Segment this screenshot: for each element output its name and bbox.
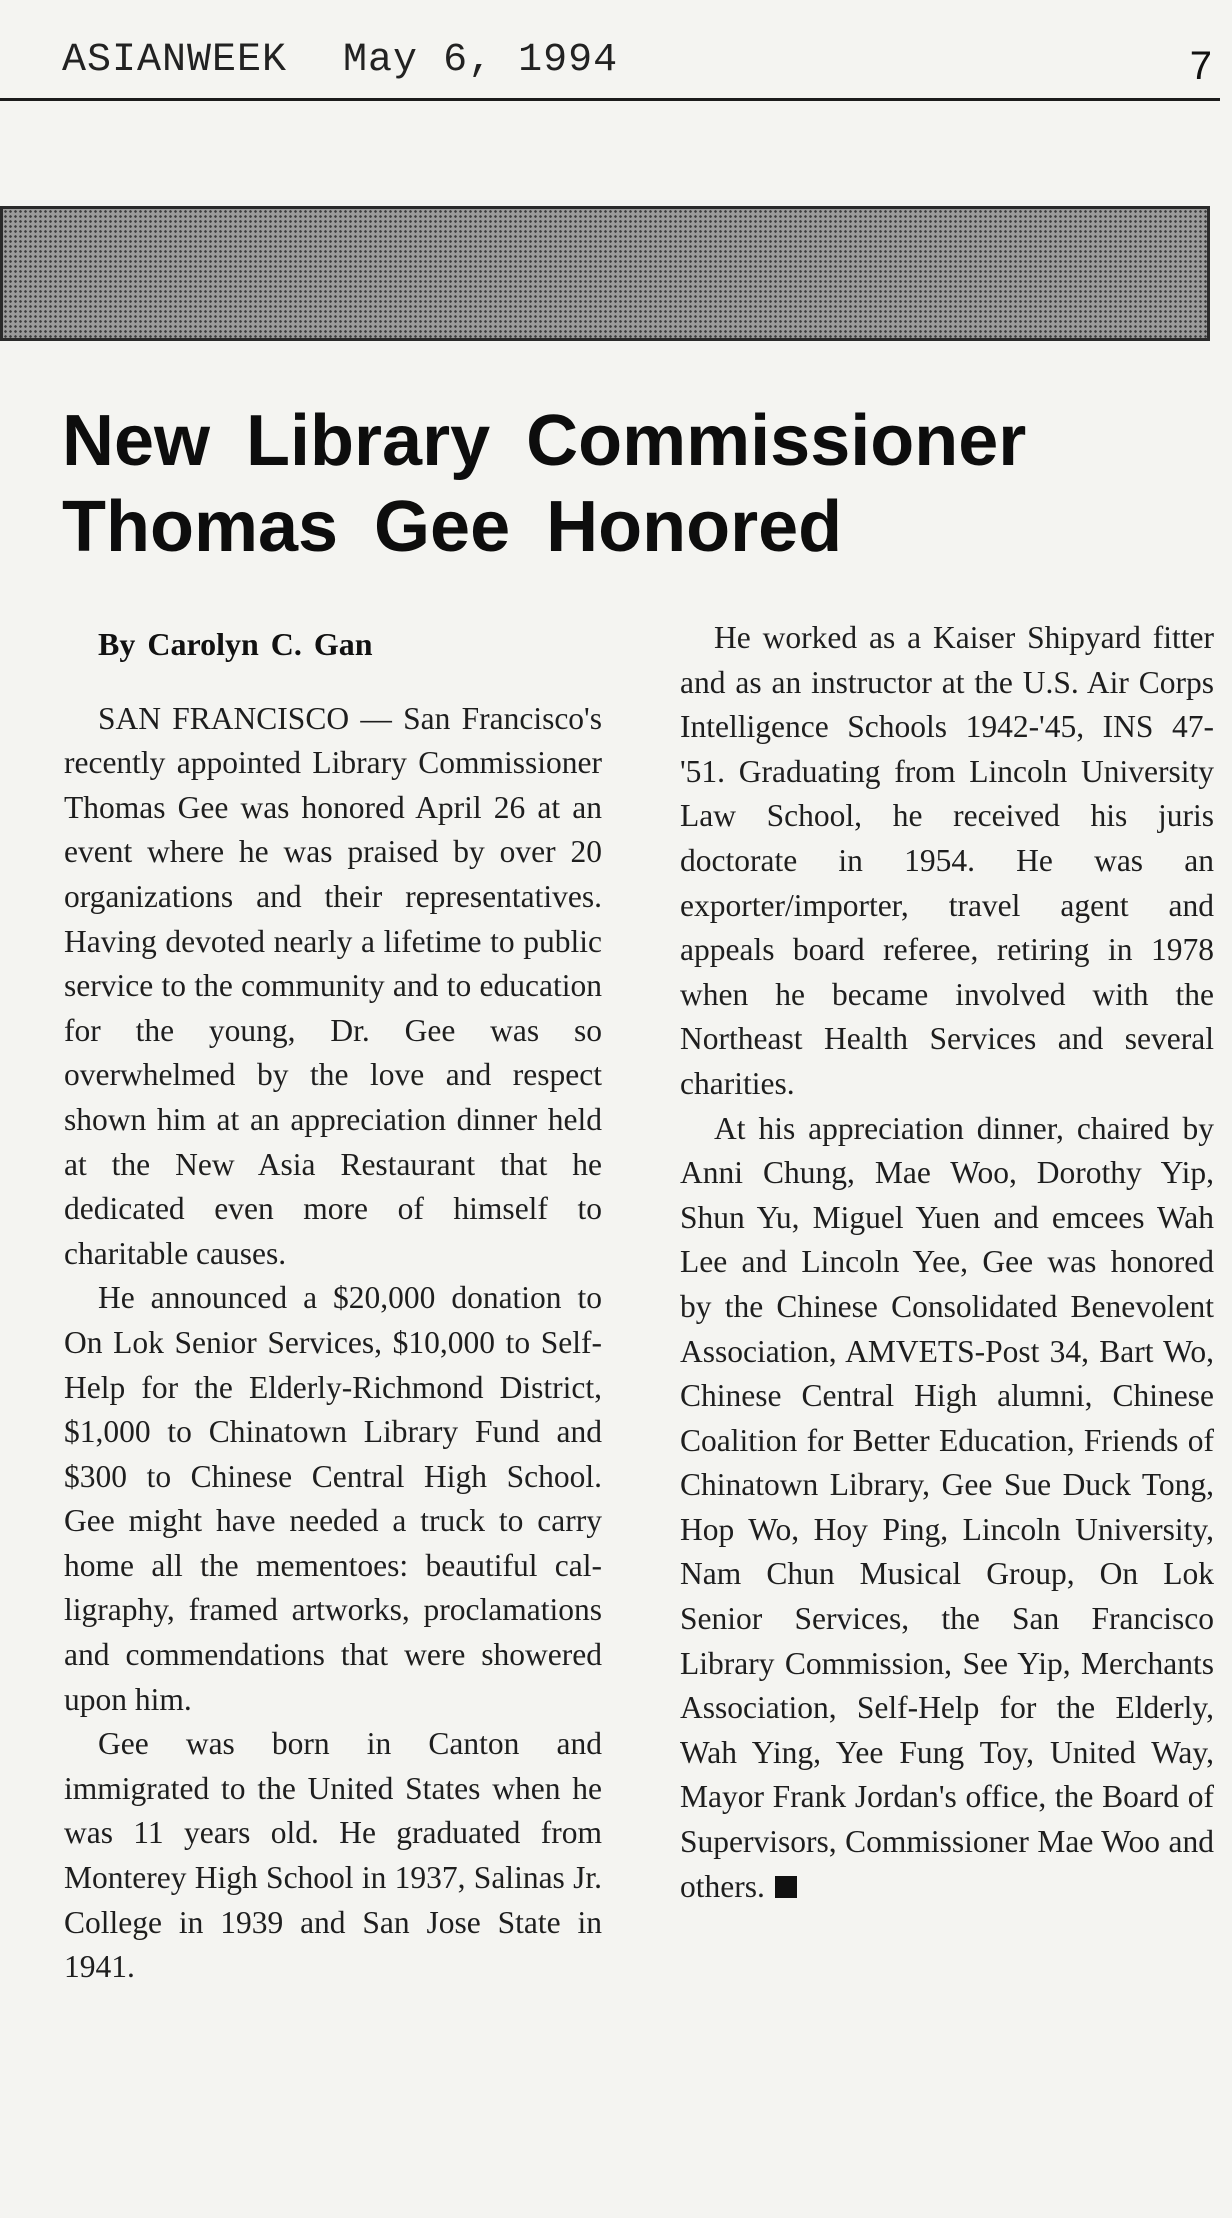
paragraph-3: Gee was born in Canton and immigrated to the United States when he was 11 years old. He graduated from Monterey High School in 1937, Salinas Jr. College in 1939 and San Jose State in 1941.	[64, 1726, 602, 1985]
masthead	[62, 38, 618, 83]
paragraph-1: SAN FRANCISCO — San Francisco's recently appointed Library Commissioner Thomas Gee was honored April 26 at an event where he was praised by over 20 organizations and their representatives. Having devoted nearly a lifetime to public service to the community and to education for the young, Dr. Gee was so overwhelmed by the love and respect shown him at an appreciation dinner held at the New Asia Restaurant that he dedicated even more of himself to charitable causes.	[64, 700, 602, 1271]
paragraph-5	[680, 1107, 1214, 1910]
paragraph-5-text: At his appreciation dinner, chaired by Anni Chung, Mae Woo, Dorothy Yip, Shun Yu, Miguel Yuen and emcees Wah Lee and Lincoln Yee, Gee was honored by the Chinese Consolidated Benevolent Association, AMVETS-Post 34, Bart Wo, Chinese Central High alumni, Chinese Coalition for Better Education, Friends of Chinatown Library, Gee Sue Duck Tong, Hop Wo, Hoy Ping, Lincoln University, Nam Chun Musical Group, On Lok Senior Services, the San Francisco Library Commission, See Yip, Merchants Association, Self-Help for the Elderly, Wah Ying, Yee Fung Toy, United Way, Mayor Frank Jordan's office, the Board of Supervisors, Commissioner Mae Woo and others.	[680, 1110, 1214, 1904]
article-headline	[62, 398, 1202, 570]
article-column-left	[64, 616, 602, 1990]
page-number: 7	[1189, 44, 1212, 88]
headline-line-1: New Library Commissioner	[62, 401, 1027, 481]
paragraph-4: He worked as a Kaiser Shipyard fitter and as an instructor at the U.S. Air Corps Intelligence Schools 1942-'45, INS 47-'51. Graduating from Lincoln University Law School, he received his juris doctorate in 1954. He was an exporter/importer, travel agent and appeals board referee, retiring in 1978 when he became involved with the Northeast Health Services and several charities.	[680, 620, 1214, 1101]
headline-line-2: Thomas Gee Honored	[62, 487, 843, 567]
halftone-banner	[0, 206, 1210, 341]
issue-date: May 6, 1994	[343, 38, 619, 83]
byline: By Carolyn C. Gan	[98, 626, 373, 662]
header-rule	[0, 98, 1220, 101]
publication-name: ASIANWEEK	[62, 38, 288, 83]
paragraph-2: He announced a $20,000 donation to On Lok Senior Services, $10,000 to Self-Help for the Elderly-Richmond District, $1,000 to Chinatown Library Fund and $300 to Chinese Central High School. Gee might have needed a truck to carry home all the mementoes: beautiful calligraphy, framed artworks, proclamations and commendations that were showered upon him.	[64, 1280, 602, 1717]
article-column-right	[680, 616, 1214, 1909]
end-of-article-mark	[775, 1876, 797, 1898]
